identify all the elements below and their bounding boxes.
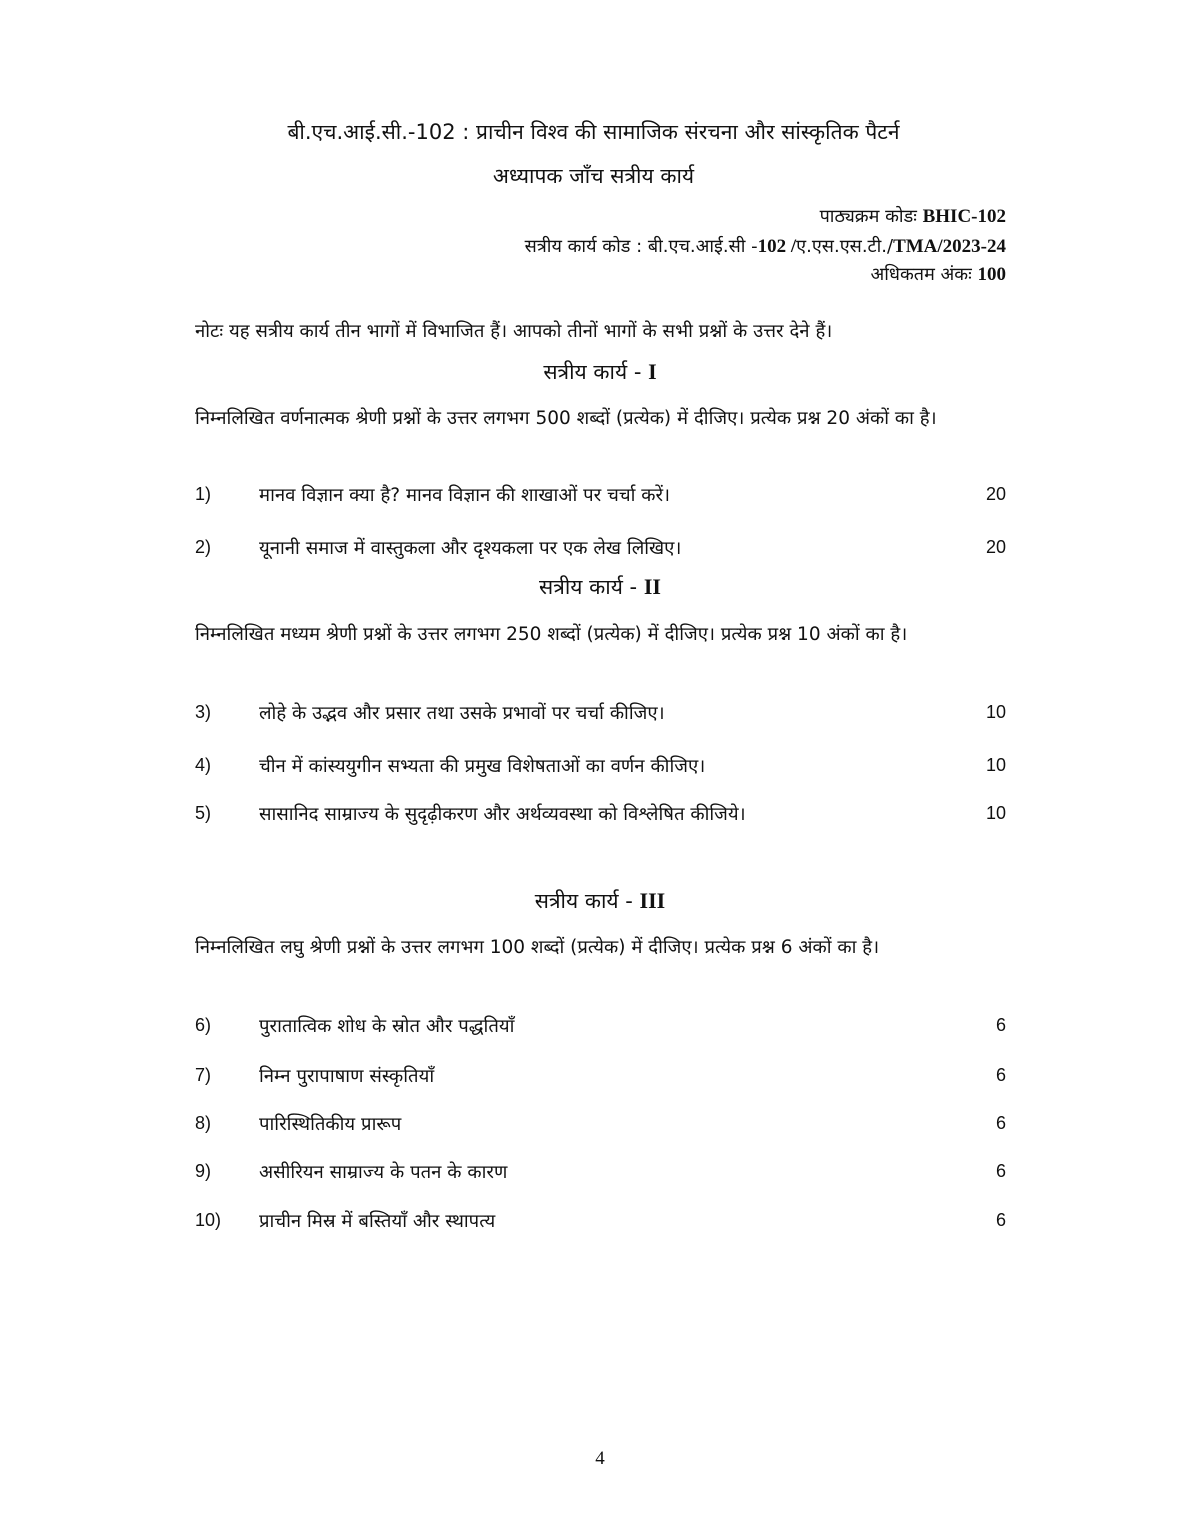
- question-marks: 20: [985, 484, 1006, 504]
- question-text: सासानिद साम्राज्य के सुदृढ़ीकरण और अर्थव्यवस्था को विश्लेषित कीजिये।: [259, 804, 746, 825]
- question-number: 6): [195, 1015, 212, 1035]
- section-heading-label: सत्रीय कार्य -: [543, 360, 642, 384]
- max-marks-label: अधिकतम अंकः: [870, 264, 972, 285]
- question-text: चीन में कांस्ययुगीन सभ्यता की प्रमुख विशेषताओं का वर्णन कीजिए।: [259, 756, 706, 777]
- question-number: 8): [195, 1113, 212, 1133]
- section-instruction: निम्नलिखित लघु श्रेणी प्रश्नों के उत्तर लगभग 100 शब्दों (प्रत्येक) में दीजिए। प्रत्येक प्रश्न 6 अंकों का है।: [195, 937, 880, 958]
- course-code: [820, 204, 1006, 228]
- note-text: नोटः यह सत्रीय कार्य तीन भागों में विभाजित हैं। आपको तीनों भागों के सभी प्रश्नों के उत्तर देने हैं।: [195, 321, 833, 342]
- assignment-code-mid: ए.एस.एस.टी./: [796, 236, 894, 257]
- section-heading-label: सत्रीय कार्य -: [534, 889, 633, 913]
- question-number: 7): [195, 1065, 212, 1085]
- section-instruction: निम्नलिखित मध्यम श्रेणी प्रश्नों के उत्तर लगभग 250 शब्दों (प्रत्येक) में दीजिए। प्रत्येक प्रश्न 10 अंकों का है।: [195, 624, 908, 645]
- course-code-value: BHIC-102: [922, 206, 1006, 227]
- question-marks: 6: [995, 1015, 1006, 1035]
- assignment-code-end: TMA/2023-24: [893, 236, 1006, 257]
- assignment-code: [525, 234, 1006, 258]
- question-marks: 6: [995, 1113, 1006, 1133]
- max-marks: [871, 262, 1007, 286]
- question-marks: 6: [995, 1161, 1006, 1181]
- question-number: 4): [195, 755, 212, 775]
- assignment-code-label: सत्रीय कार्य कोड : बी.एच.आई.सी -: [524, 236, 758, 257]
- assignment-code-value: 102 /: [757, 236, 797, 257]
- question-text: पुरातात्विक शोध के स्रोत और पद्धतियाँ: [259, 1016, 515, 1037]
- document-title: बी.एच.आई.सी.-102 : प्राचीन विश्व की सामाजिक संरचना और सांस्कृतिक पैटर्न: [287, 120, 900, 144]
- question-marks: 10: [985, 702, 1006, 722]
- section-heading: [0, 573, 1187, 601]
- question-text: प्राचीन मिस्र में बस्तियाँ और स्थापत्य: [259, 1211, 496, 1232]
- question-text: लोहे के उद्भव और प्रसार तथा उसके प्रभावों पर चर्चा कीजिए।: [259, 703, 665, 724]
- section-heading-numeral: III: [639, 888, 666, 913]
- question-number: 1): [195, 484, 212, 504]
- question-marks: 10: [985, 803, 1006, 823]
- course-code-label: पाठ्यक्रम कोडः: [819, 206, 917, 227]
- question-marks: 20: [985, 537, 1006, 557]
- question-number: 2): [195, 537, 212, 557]
- question-text: पारिस्थितिकीय प्रारूप: [259, 1114, 402, 1135]
- max-marks-value: 100: [977, 264, 1006, 285]
- question-number: 9): [195, 1161, 212, 1181]
- question-text: असीरियन साम्राज्य के पतन के कारण: [259, 1162, 508, 1183]
- question-marks: 10: [985, 755, 1006, 775]
- question-number: 3): [195, 702, 212, 722]
- document-subtitle: अध्यापक जाँच सत्रीय कार्य: [492, 164, 695, 188]
- question-marks: 6: [995, 1065, 1006, 1085]
- section-heading: [0, 887, 1187, 915]
- question-number: 5): [195, 803, 212, 823]
- section-heading-label: सत्रीय कार्य -: [539, 575, 638, 599]
- section-heading: [0, 358, 1187, 386]
- question-text: निम्न पुरापाषाण संस्कृतियाँ: [259, 1066, 435, 1087]
- question-number: 10): [195, 1210, 222, 1230]
- question-text: मानव विज्ञान क्या है? मानव विज्ञान की शाखाओं पर चर्चा करें।: [259, 485, 671, 506]
- section-instruction: निम्नलिखित वर्णनात्मक श्रेणी प्रश्नों के उत्तर लगभग 500 शब्दों (प्रत्येक) में दीजिए। प्रत्येक प्रश्न 20 अंकों का है।: [195, 408, 937, 429]
- question-marks: 6: [995, 1210, 1006, 1230]
- section-heading-numeral: II: [643, 574, 661, 599]
- question-text: यूनानी समाज में वास्तुकला और दृश्यकला पर एक लेख लिखिए।: [259, 538, 682, 559]
- section-heading-numeral: I: [648, 359, 657, 384]
- page-number: 4: [595, 1448, 605, 1469]
